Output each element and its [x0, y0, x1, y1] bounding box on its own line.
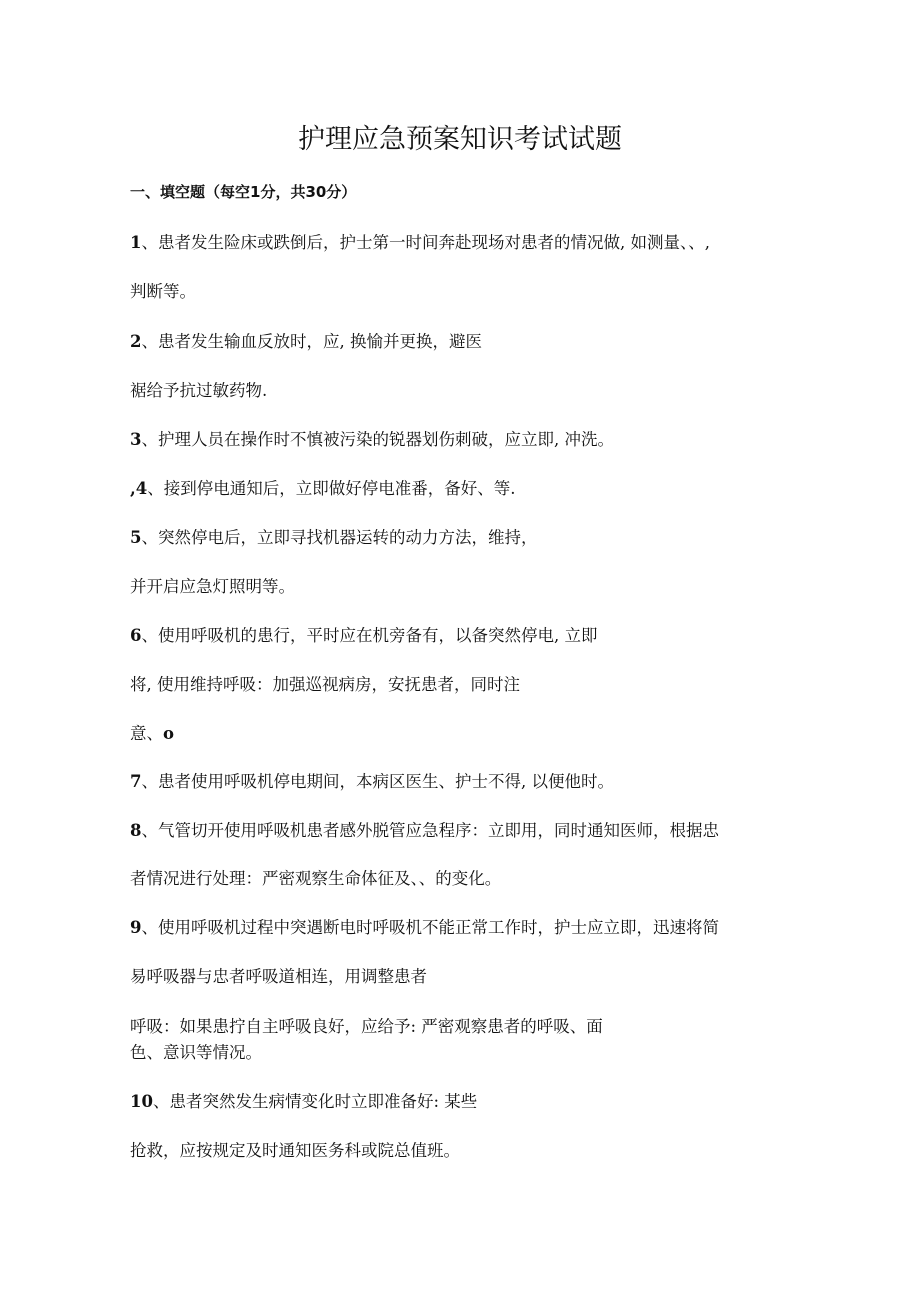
question-number: 3: [130, 430, 142, 449]
question-number: 2: [130, 332, 142, 351]
question-9-line-2: [130, 964, 427, 990]
question-text: 抢救，应按规定及时通知医务科或院总值班。: [130, 1141, 460, 1160]
question-number: 8: [130, 821, 142, 840]
question-2-line-1: [130, 329, 482, 355]
question-text: 将, 使用维持呼吸：加强巡视病房，安抚患者，同时注: [130, 675, 520, 694]
question-5-line-1: [130, 525, 537, 551]
question-10-line-2: [130, 1138, 460, 1164]
question-text: 意、: [130, 724, 163, 743]
question-9-line-4: [130, 1040, 262, 1066]
question-5-line-2: [130, 574, 295, 600]
question-number: 6: [130, 626, 142, 645]
question-number: ,4: [130, 479, 148, 498]
question-6-line-2: [130, 672, 520, 698]
question-6-line-3: [130, 721, 174, 747]
question-text: 、气管切开使用呼吸机患者感外脱管应急程序：立即用，同时通知医师，根据忠: [141, 821, 719, 840]
question-text: 色、意识等情况。: [130, 1043, 262, 1062]
question-number: 7: [130, 772, 142, 791]
question-6-line-1: [130, 623, 597, 649]
page-title: 护理应急预案知识考试试题: [298, 124, 622, 155]
question-text-end: o: [163, 724, 175, 743]
question-1-line-2: [130, 279, 196, 305]
question-text: 、患者发生险床或跌倒后，护士第一时间奔赴现场对患者的情况做, 如测量、、,: [141, 233, 710, 252]
question-8-line-1: [130, 818, 719, 844]
question-9-line-3: [130, 1014, 603, 1040]
question-4-line-1: [130, 476, 515, 502]
question-3-line-1: [130, 427, 614, 453]
question-text: 、护理人员在操作时不慎被污染的锐器划伤刺破，应立即, 冲洗。: [141, 430, 614, 449]
question-text: 、患者使用呼吸机停电期间，本病区医生、护士不得, 以便他时。: [141, 772, 614, 791]
question-text: 易呼吸器与忠者呼吸道相连，用调整患者: [130, 967, 427, 986]
question-8-line-2: [130, 866, 501, 892]
question-text: 判断等。: [130, 282, 196, 301]
section-heading: 一、填空题（每空1分，共30分）: [130, 183, 357, 201]
question-2-line-2: [130, 378, 267, 404]
question-text: 、突然停电后，立即寻找机器运转的动力方法，维持，: [141, 528, 538, 547]
question-10-line-1: [130, 1089, 477, 1115]
question-number: 10: [130, 1092, 153, 1111]
question-number: 1: [130, 233, 142, 252]
question-text: 者情况进行处理：严密观察生命体征及、、的变化。: [130, 869, 502, 888]
question-7-line-1: [130, 769, 614, 795]
question-text: 呼吸：如果患拧自主呼吸良好，应给予: 严密观察患者的呼吸、面: [130, 1017, 603, 1036]
question-number: 5: [130, 528, 142, 547]
question-text: 、使用呼吸机过程中突遇断电时呼吸机不能正常工作时，护士应立即，迅速将简: [141, 918, 719, 937]
question-1-line-1: [130, 230, 710, 256]
question-9-line-1: [130, 915, 719, 941]
question-text: 、接到停电通知后，立即做好停电准番，备好、等.: [147, 479, 516, 498]
question-text: 并开启应急灯照明等。: [130, 577, 295, 596]
question-text: 裾给予抗过敏药物.: [130, 381, 268, 400]
question-text: 、患者发生输血反放时，应, 换愉并更换，避医: [141, 332, 482, 351]
question-number: 9: [130, 918, 142, 937]
question-text: 、患者突然发生病情变化时立即准备好: 某些: [152, 1092, 478, 1111]
question-text: 、使用呼吸机的患行，平时应在机旁备有，以备突然停电, 立即: [141, 626, 598, 645]
